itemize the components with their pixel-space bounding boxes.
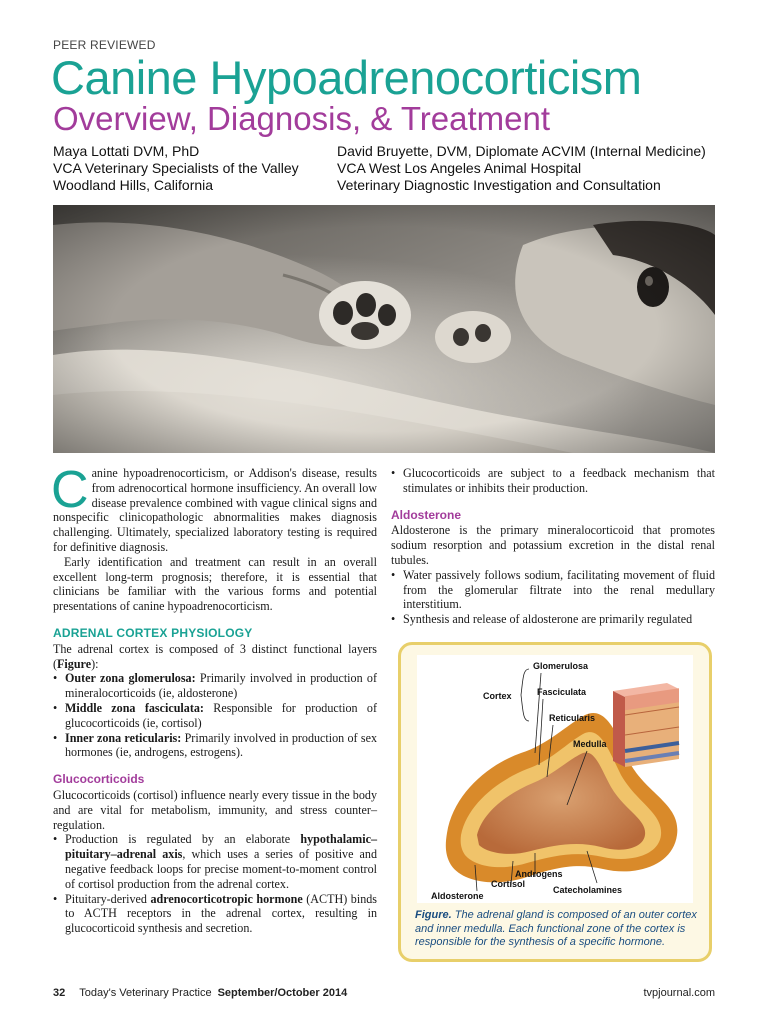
author-affiliation-2: Veterinary Diagnostic Investigation and Consultation <box>337 177 661 193</box>
section-heading-aldosterone: Aldosterone <box>391 507 462 522</box>
issue-date: September/October 2014 <box>217 987 348 999</box>
author-affiliation: VCA West Los Angeles Animal Hospital <box>337 160 582 176</box>
figure-label-aldosterone: Aldosterone <box>431 891 484 901</box>
tissue-block-icon <box>613 683 679 767</box>
list-item-text: Pituitary-derived <box>65 891 151 906</box>
physiology-intro-end: ): <box>91 656 99 671</box>
hero-photo-dog-paw-and-hand <box>53 205 715 453</box>
adrenal-gland-diagram <box>417 655 693 903</box>
aldosterone-intro: Aldosterone is the primary mineralocorticoid that promotes sodium resorption and potassium excretion in the distal renal tubules. <box>391 523 715 567</box>
figure-box <box>398 642 712 962</box>
glucocorticoids-intro: Glucocorticoids (cortisol) influence nearly every tissue in the body and are vital for metabolism, immunity, and stress counter–regulation. <box>53 787 377 832</box>
figure-caption <box>415 909 697 950</box>
left-column <box>51 461 378 936</box>
list-item <box>53 701 377 731</box>
figure-label-medulla: Medulla <box>573 739 607 749</box>
list-item-text: (ACTH) binds to ACTH receptors in the adrenal cortex, resulting in glucocorticoid synthesis and secretion. <box>65 891 378 936</box>
list-item-term: adrenocorticotropic hormone <box>150 891 303 906</box>
author-block-left <box>53 143 333 194</box>
figure-label-androgens: Androgens <box>515 869 563 879</box>
intro-section <box>51 461 377 555</box>
physiology-intro <box>53 642 377 672</box>
list-item: • Synthesis and release of aldosterone are primarily regulated <box>391 612 715 627</box>
figure-caption-label: Figure. <box>415 909 452 921</box>
list-item <box>53 892 377 936</box>
physiology-intro-text: The adrenal cortex is composed of 3 distinct functional layers ( <box>53 641 377 671</box>
peer-reviewed-label: PEER REVIEWED <box>53 38 156 52</box>
journal-website[interactable]: tvpjournal.com <box>643 987 715 999</box>
aldosterone-list <box>391 568 715 627</box>
list-item: • Water passively follows sodium, facilitating movement of fluid from the glomerular filtrate into the renal medullary interstitium. <box>391 568 715 612</box>
list-item <box>53 832 377 891</box>
list-item-text: , which uses a series of positive and negative feedback loops for precise moment-to-moment control of cortisol production from the adrenal cortex. <box>65 847 377 891</box>
author-name: Maya Lottati DVM, PhD <box>53 143 200 159</box>
author-affiliation: VCA Veterinary Specialists of the Valley <box>53 160 299 176</box>
cortex-layer-list <box>53 671 377 760</box>
author-name: David Bruyette, DVM, Diplomate ACVIM (Internal Medicine) <box>337 143 706 159</box>
list-item-term: Outer zona glomerulosa: <box>65 671 196 686</box>
figure-label-reticularis: Reticularis <box>549 713 596 723</box>
list-item <box>53 731 377 761</box>
page-number: 32 <box>53 987 66 999</box>
list-item-term: hypothalamic–pituitary–adrenal axis <box>65 832 377 862</box>
figure-label-fasciculata: Fasciculata <box>537 687 587 697</box>
dropcap-letter: C <box>51 461 89 519</box>
list-item-text: Primarily involved in production of sex hormones (ie, androgens, estrogens). <box>65 730 377 760</box>
author-location: Woodland Hills, California <box>53 177 214 193</box>
right-column <box>391 466 715 627</box>
figure-label-glomerulosa: Glomerulosa <box>533 661 589 671</box>
list-item-text: Responsible for production of glucocorticoids (ie, cortisol) <box>65 700 377 730</box>
figure-label-cortisol: Cortisol <box>491 879 526 889</box>
figure-label-catecholamines: Catecholamines <box>553 885 623 895</box>
article-title: Canine Hypoadrenocorticism <box>51 51 642 104</box>
glucocorticoid-list <box>53 832 377 936</box>
intro-paragraph: anine hypoadrenocorticism, or Addison's disease, results from adrenocortical hormone insufficiency. An overall low disease prevalence combined with vague clinical signs and nonspecific clinicopathologic abnormalities makes diagnosis challenging. Ultimately, specialized laboratory testing is required for definitive diagnosis. <box>53 466 377 554</box>
journal-name: Today's Veterinary Practice <box>79 987 212 999</box>
section-heading-glucocorticoids: Glucocorticoids <box>53 772 145 787</box>
author-block-right <box>337 143 757 194</box>
glucocorticoid-list-continued <box>391 466 715 496</box>
list-item-term: Inner zona reticularis: <box>65 730 182 745</box>
list-item-text: Production is regulated by an elaborate <box>65 832 301 847</box>
figure-caption-text: The adrenal gland is composed of an outer cortex and inner medulla. Each functional zone of the cortex is responsible for the synthesis of a specific hormone. <box>415 909 697 949</box>
list-item: • Glucocorticoids are subject to a feedback mechanism that stimulates or inhibits their production. <box>391 466 715 496</box>
list-item <box>53 671 377 701</box>
article-subtitle: Overview, Diagnosis, & Treatment <box>53 100 551 137</box>
list-item-term: Middle zona fasciculata: <box>65 700 204 715</box>
figure-label-cortex: Cortex <box>483 691 512 701</box>
intro-paragraph-2: Early identification and treatment can result in an overall excellent long-term prognosis; therefore, it is essential that clinicians be familiar with the various forms and potential presentations of canine hypoadrenocorticism. <box>53 554 377 614</box>
figure-reference: Figure <box>57 656 92 671</box>
list-item-text: Primarily involved in production of mineralocorticoids (ie, aldosterone) <box>65 671 378 701</box>
section-heading-physiology: ADRENAL CORTEX PHYSIOLOGY <box>53 625 253 640</box>
page-footer <box>53 987 347 999</box>
